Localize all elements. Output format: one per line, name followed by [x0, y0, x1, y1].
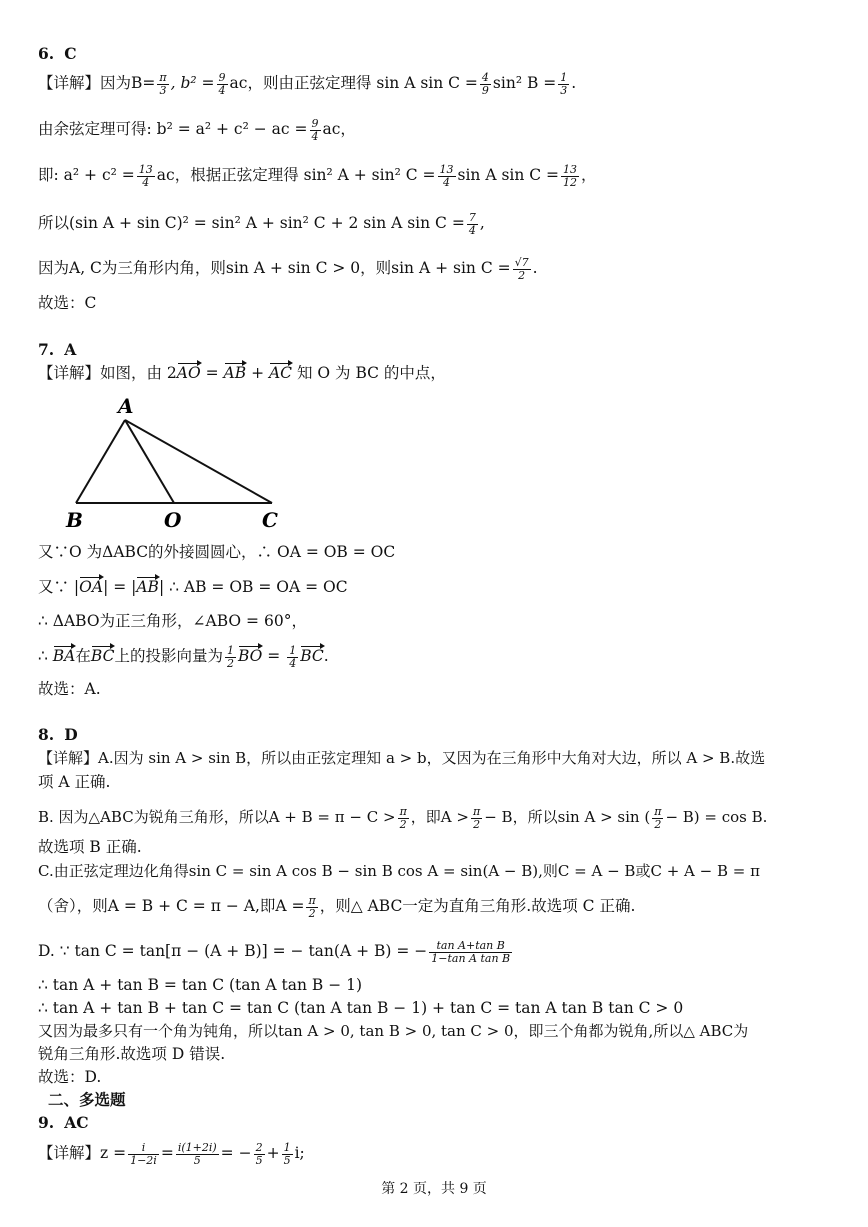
triangle-figure [60, 395, 290, 530]
label-c: C [262, 508, 278, 530]
fraction: $\frac{1}{5}$ [283, 1141, 291, 1167]
q6-line2: 由余弦定理可得: b² = a² + c² − ac = $\frac{9}{4}$ ac， [38, 117, 356, 143]
fraction: $\frac{7}{4}$ [468, 211, 476, 237]
q6-line4: 所以(sin A + sin C)² = sin² A + sin² C + 2 sin A sin C = $\frac{7}{4}$ , [38, 211, 485, 237]
fraction: $\frac{13}{12}$ [563, 163, 578, 189]
q8-line3: B. 因为△ABC为锐角三角形，所以A + B = π − C > $\frac{\pi}{2}$ ，即A > $\frac{\pi}{2}$ − B，所以sin A > sin ( $\frac{\pi}{2}$ − B) = cos B. [38, 805, 768, 831]
label-o: O [164, 508, 182, 530]
q7-line5: ∴ BA在BC上的投影向量为 $\frac{1}{2}$ BO = $\frac{1}{4}$ BC. [38, 644, 329, 670]
q6-line3: 即: a² + c² = $\frac{13}{4}$ ac，根据正弦定理得 sin² A + sin² C = $\frac{13}{4}$ sin A sin C = $\frac{13}{12}$ ， [38, 163, 597, 189]
q8-heading [38, 725, 838, 744]
q6-number: 6. [38, 44, 55, 63]
side-ab [76, 420, 125, 503]
fraction: $\frac{\text{tan A+tan B}}{\text{1−tan A tan B}}$ [431, 939, 511, 965]
vector: BC [90, 647, 115, 666]
fraction: $\frac{9}{4}$ [218, 71, 226, 97]
q7-line1: 【详解】如图，由 2AO = AB + AC 知 O 为 BC 的中点， [38, 364, 446, 382]
q8-answer: D [64, 725, 78, 744]
fraction: $\frac{1}{2}$ [226, 644, 234, 670]
fraction: $\frac{13}{4}$ [138, 163, 153, 189]
q6-heading [38, 44, 838, 63]
fraction: $\frac{\pi}{2}$ [308, 894, 316, 920]
vector: BA [52, 647, 76, 666]
q8-line5: C.由正弦定理边化角得sin C = sin A cos B − sin B cos A = sin(A − B),则C = A − B或C + A − B = π [38, 862, 760, 880]
fraction: $\frac{1}{3}$ [560, 71, 568, 97]
section-heading: 二、多选题 [48, 1090, 126, 1109]
vector: AC [268, 364, 293, 382]
q7-line2: 又∵O 为ΔABC的外接圆圆心，∴ OA = OB = OC [38, 543, 396, 561]
fraction: $\frac{\pi}{2}$ [472, 805, 481, 831]
q7-line3: 又∵ |OA| = |AB| ∴ AB = OB = OA = OC [38, 578, 348, 596]
vector: BC [300, 647, 324, 666]
fraction: $\frac{2}{5}$ [255, 1141, 263, 1167]
q9-heading [38, 1113, 838, 1132]
q8-line4: 故选项 B 正确. [38, 838, 142, 856]
vector: OA [79, 578, 104, 596]
fraction: $\frac{1}{4}$ [289, 644, 297, 670]
q7-heading [38, 340, 838, 359]
fraction: $\frac{13}{4}$ [439, 163, 454, 189]
q6-line5: 因为A, C为三角形内角，则sin A + sin C > 0，则sin A + sin C = $\frac{√7}{2}$ . [38, 256, 538, 282]
q8-line1: 【详解】A.因为 sin A > sin B，所以由正弦定理知 a > b，又因为在三角形中大角对大边，所以 A > B.故选 [38, 749, 766, 767]
q7-conclusion: 故选：A. [38, 680, 101, 698]
label-b: B [66, 508, 83, 530]
q6-answer: C [64, 44, 77, 63]
q7-number: 7. [38, 340, 55, 359]
q8-conclusion: 故选：D. [38, 1068, 102, 1086]
q9-line1: 【详解】z = $\frac{i}{1-2i}$ = $\frac{i(1+2i)}{5}$ = − $\frac{2}{5}$ + $\frac{1}{5}$ i; [38, 1141, 305, 1167]
q7-line4: ∴ ΔABO为正三角形，∠ABO = 60°， [38, 612, 307, 630]
q8-line8: ∴ tan A + tan B = tan C (tan A tan B − 1) [38, 976, 363, 994]
fraction: $\frac{\pi}{2}$ [399, 805, 407, 831]
q8-number: 8. [38, 725, 55, 744]
fraction: $\frac{4}{9}$ [481, 71, 489, 97]
vector: AB [223, 364, 247, 382]
fraction: $\frac{√7}{2}$ [514, 256, 529, 282]
q6-line1: 【详解】因为B= $\frac{\pi}{3}$ , b² = $\frac{9}{4}$ ac，则由正弦定理得 sin A sin C = $\frac{4}{9}$ sin² B = $\frac{1}{3}$ . [38, 71, 577, 97]
q9-number: 9. [38, 1113, 55, 1132]
q7-answer: A [64, 340, 77, 359]
vector: BO [237, 647, 263, 666]
label-a: A [118, 395, 134, 418]
q8-line2: 项 A 正确. [38, 773, 111, 791]
fraction: $\frac{9}{4}$ [311, 117, 319, 143]
q8-line10: 又因为最多只有一个角为钝角，所以tan A > 0, tan B > 0, tan C > 0，即三个角都为锐角,所以△ ABC为 [38, 1022, 749, 1040]
fraction: $\frac{i(1+2i)}{5}$ [177, 1141, 217, 1167]
fraction: $\frac{\pi}{2}$ [654, 805, 662, 831]
page-footer: 第 2 页，共 9 页 [381, 1181, 487, 1197]
side-ac [125, 420, 272, 503]
vector: AO [176, 364, 201, 382]
fraction: $\frac{\pi}{3}$ [159, 71, 167, 97]
q8-line9: ∴ tan A + tan B + tan C = tan C (tan A tan B − 1) + tan C = tan A tan B tan C > 0 [38, 999, 684, 1017]
q6-conclusion: 故选：C [38, 294, 97, 312]
side-ao [125, 420, 174, 503]
q8-line6: （舍），则A = B + C = π − A,即A = $\frac{\pi}{2}$ ，则△ ABC一定为直角三角形.故选项 C 正确. [38, 894, 636, 920]
q8-line7: D. ∵ tan C = tan[π − (A + B)] = − tan(A + B) = − $\frac{\text{tan A+tan B}}{\text{1−tan A tan B}}$ [38, 939, 511, 965]
q8-line11: 锐角三角形.故选项 D 错误. [38, 1045, 226, 1063]
fraction: $\frac{i}{1-2i}$ [130, 1141, 157, 1167]
vector: AB [136, 578, 159, 596]
q9-answer: AC [64, 1113, 89, 1132]
